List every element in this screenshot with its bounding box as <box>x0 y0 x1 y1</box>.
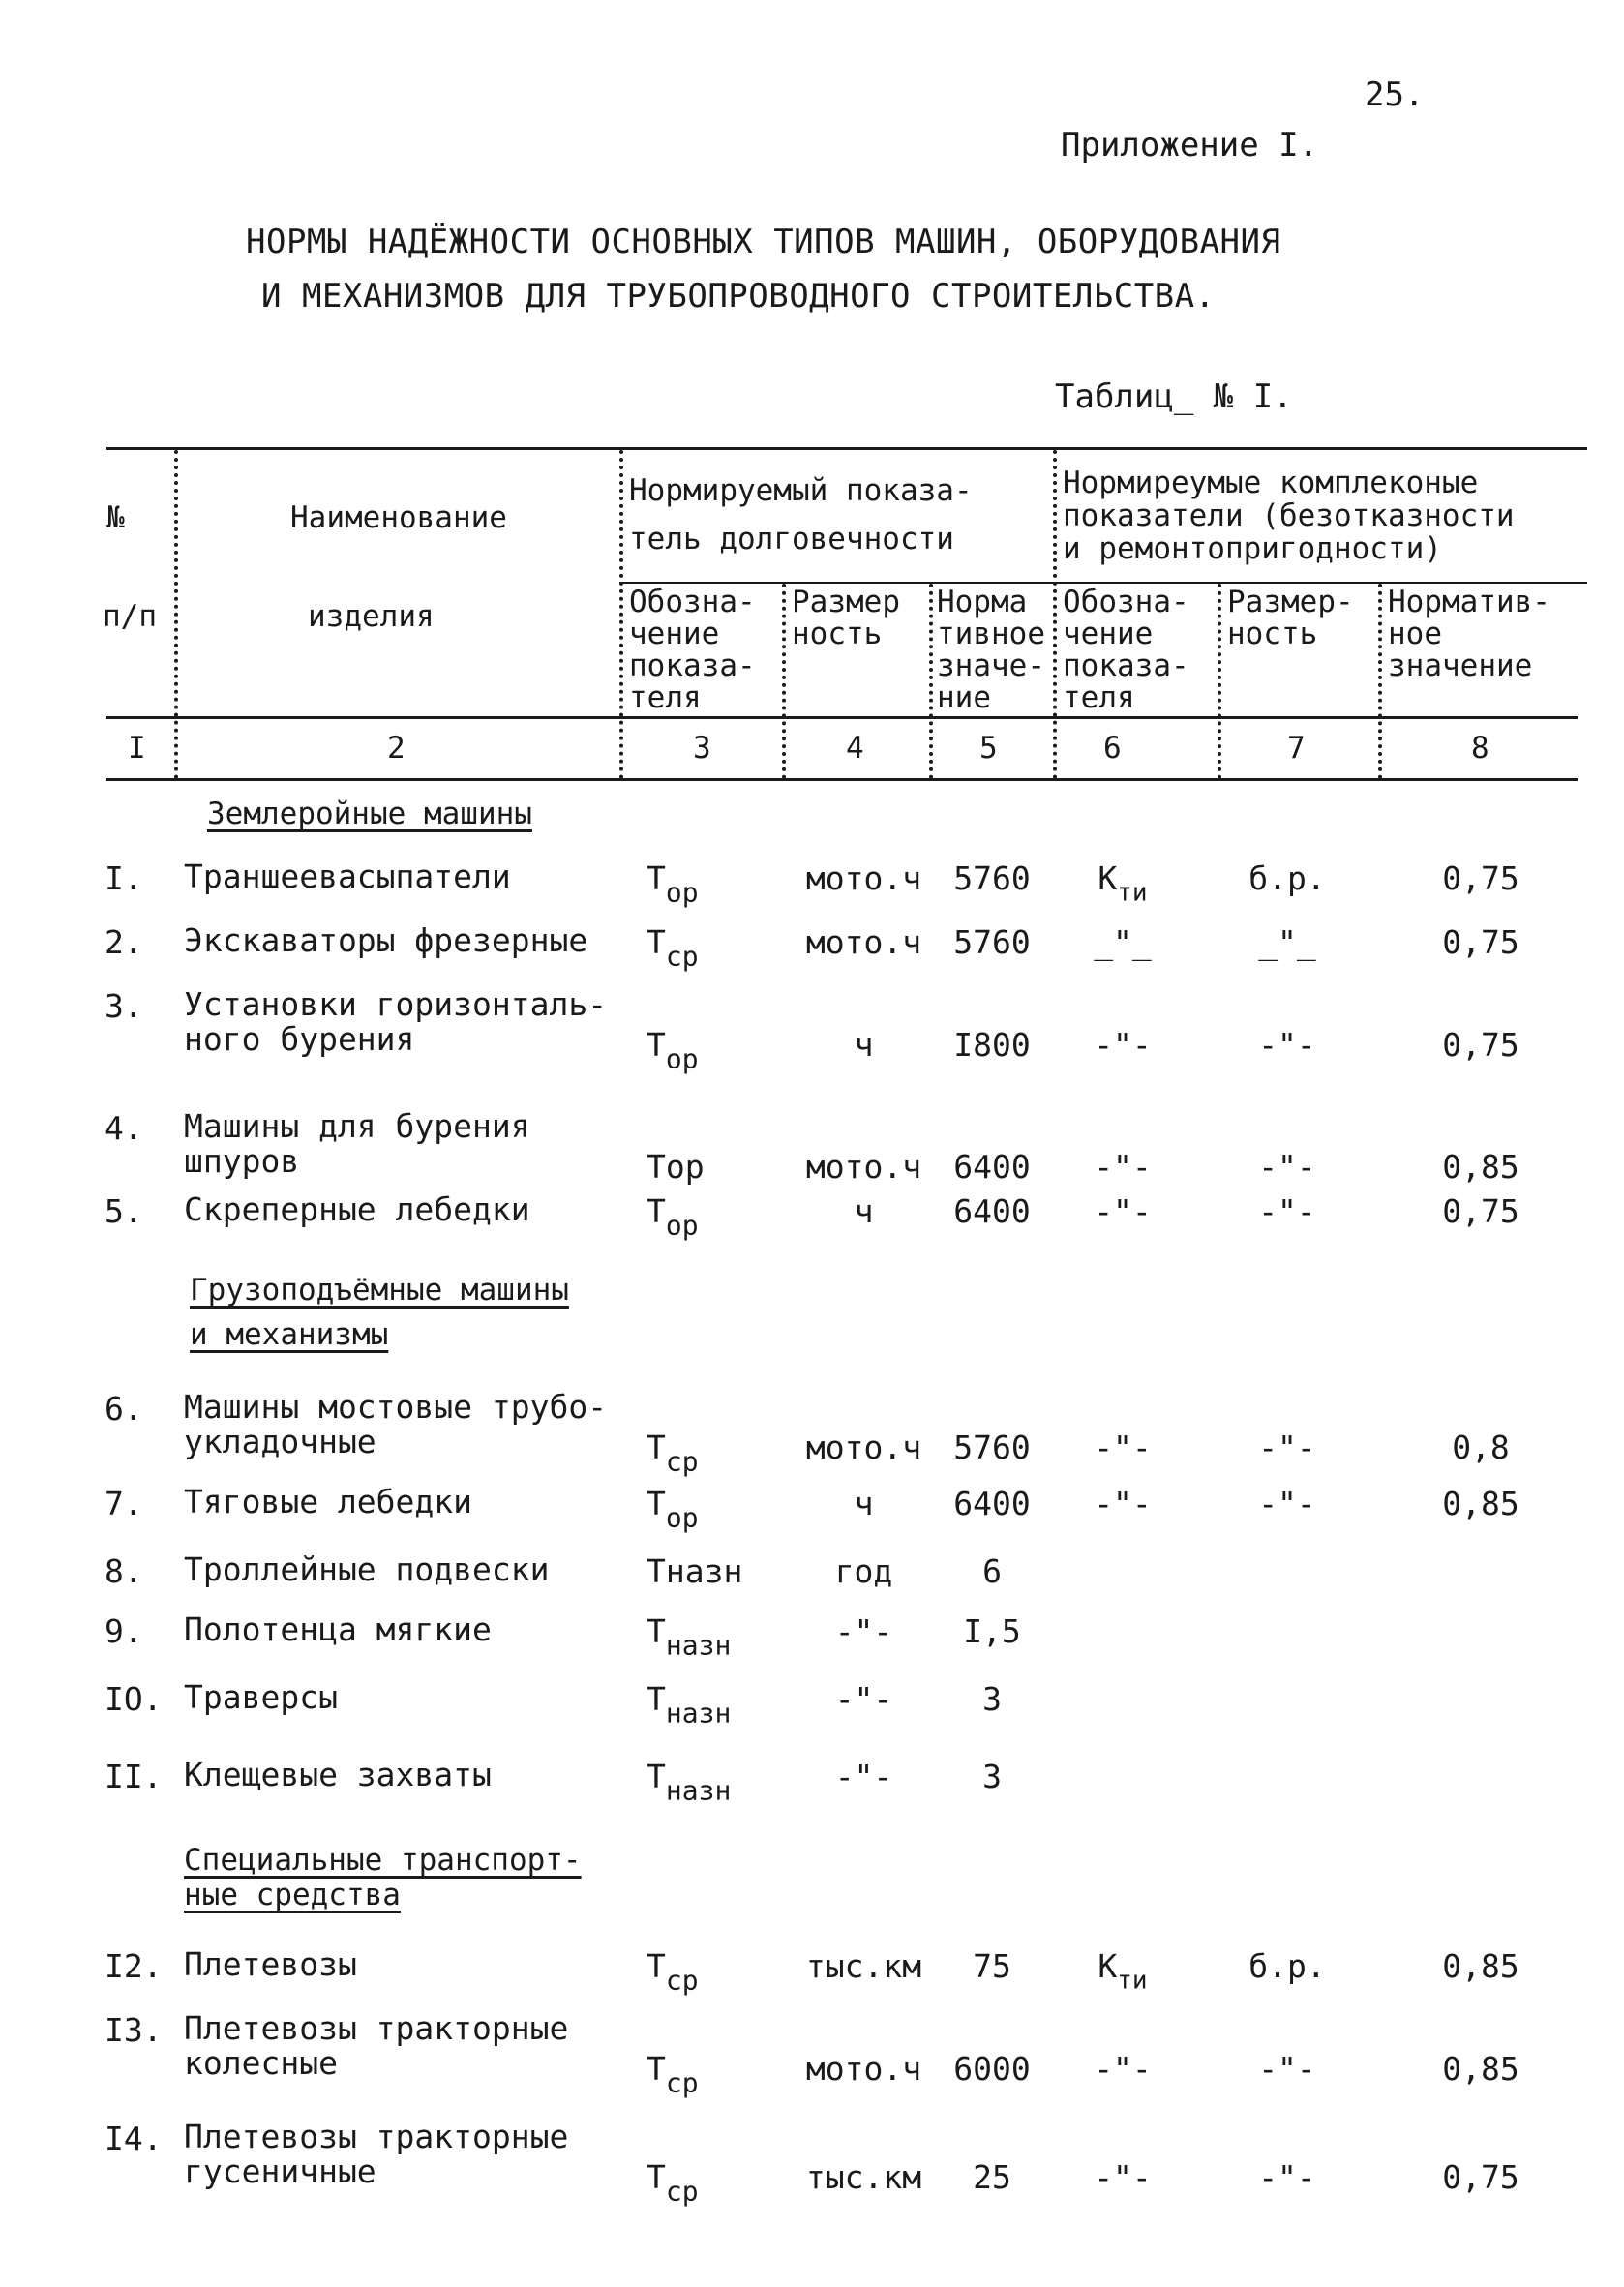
dimension-unit: мото.ч <box>805 859 922 897</box>
table-top-rule <box>106 447 1587 450</box>
item-name: Скреперные лебедки <box>184 1190 530 1228</box>
item-name: Тяговые лебедки <box>184 1483 473 1520</box>
item-name: Плетевозы <box>184 1945 357 1983</box>
row-number: I4. <box>105 2120 163 2157</box>
complex-dimension-unit: _"_ <box>1258 923 1316 961</box>
complex-indicator-symbol: -"- <box>1094 1192 1152 1230</box>
dimension-unit: мото.ч <box>805 2050 922 2088</box>
item-name: Экскаваторы фрезерные <box>184 921 588 959</box>
indicator-symbol: $T_{назн}$ <box>647 1758 732 1807</box>
dimension-unit: мото.ч <box>805 923 922 961</box>
item-name: Машины мостовые трубо- укладочные <box>184 1388 608 1460</box>
complex-normative-value: 0,75 <box>1442 1026 1519 1064</box>
row-number: 3. <box>105 987 143 1025</box>
row-number: 9. <box>105 1612 143 1650</box>
item-name: Плетевозы тракторные колесные <box>184 2009 569 2082</box>
complex-indicator-symbol: -"- <box>1094 2158 1152 2196</box>
column-divider <box>782 584 786 779</box>
normative-value: 5760 <box>953 859 1031 897</box>
complex-normative-value: 0,75 <box>1442 859 1519 897</box>
normative-value: I,5 <box>963 1612 1021 1650</box>
table-label: Таблиц_ № I. <box>1055 377 1293 416</box>
normative-value: 75 <box>973 1947 1011 1985</box>
indicator-symbol: $T_{ср}$ <box>647 2050 699 2099</box>
row-number: 7. <box>105 1485 143 1522</box>
header-col4: Размер ность <box>792 585 900 651</box>
indicator-symbol: $T_{ср}$ <box>647 1947 699 1997</box>
document-title-line-1: НОРМЫ НАДЁЖНОСТИ ОСНОВНЫХ ТИПОВ МАШИН, ОБОРУДОВАНИЯ <box>246 223 1281 261</box>
normative-value: 5760 <box>953 923 1031 961</box>
row-number: I. <box>105 859 143 897</box>
column-number: 5 <box>979 731 998 766</box>
complex-indicator-symbol: -"- <box>1094 2050 1152 2088</box>
header-col7: Размер- ность <box>1227 585 1354 651</box>
indicator-symbol: $T_{ср}$ <box>647 1429 699 1478</box>
complex-normative-value: 0,8 <box>1452 1429 1510 1466</box>
header-col6: Обозна- чение показа- теля <box>1063 585 1189 715</box>
section-heading: Грузоподъёмные машины и механизмы <box>190 1273 569 1352</box>
normative-value: 5760 <box>953 1429 1031 1466</box>
section-heading: Землеройные машины <box>207 797 532 831</box>
indicator-symbol: Тор <box>647 1148 705 1186</box>
complex-dimension-unit: -"- <box>1258 1429 1316 1466</box>
item-name: Установки горизонталь- ного бурения <box>184 985 608 1058</box>
section-heading: Специальные транспорт- ные средства <box>184 1843 582 1912</box>
row-number: IO. <box>105 1680 163 1718</box>
item-name: Траншеевасыпатели <box>184 858 511 895</box>
normative-value: 3 <box>982 1758 1002 1795</box>
complex-dimension-unit: б.р. <box>1248 1947 1326 1985</box>
complex-dimension-unit: -"- <box>1258 1485 1316 1522</box>
complex-indicator-symbol: -"- <box>1094 1148 1152 1186</box>
row-number: 8. <box>105 1552 143 1590</box>
complex-normative-value: 0,85 <box>1442 1947 1519 1985</box>
normative-value: 3 <box>982 1680 1002 1718</box>
dimension-unit: мото.ч <box>805 1429 922 1466</box>
indicator-symbol: Тназн <box>647 1552 743 1590</box>
column-divider <box>1218 584 1221 779</box>
normative-value: 6400 <box>953 1192 1031 1230</box>
header-name-bottom: изделия <box>308 599 435 634</box>
dimension-unit: ч <box>854 1026 874 1064</box>
item-name: Машины для бурения шпуров <box>184 1107 530 1180</box>
column-numbers-rule <box>106 778 1578 781</box>
indicator-symbol: $T_{назн}$ <box>647 1680 732 1730</box>
item-name: Троллейные подвески <box>184 1550 550 1588</box>
dimension-unit: ч <box>854 1192 874 1230</box>
normative-value: 25 <box>973 2158 1011 2196</box>
complex-indicator-symbol: _"_ <box>1094 923 1152 961</box>
row-number: I2. <box>105 1947 163 1985</box>
complex-indicator-symbol: -"- <box>1094 1026 1152 1064</box>
column-number: I <box>128 731 146 766</box>
complex-indicator-symbol: $К_{ти}$ <box>1098 1947 1148 1996</box>
header-col5: Норма тивное значе- ние <box>937 585 1045 715</box>
header-group-rule <box>619 582 1587 584</box>
complex-normative-value: 0,85 <box>1442 1485 1519 1522</box>
dimension-unit: тыс.км <box>805 1947 922 1985</box>
complex-indicator-symbol: $К_{ти}$ <box>1098 859 1148 908</box>
indicator-symbol: $T_{ор}$ <box>647 1026 699 1075</box>
complex-dimension-unit: б.р. <box>1248 859 1326 897</box>
normative-value: 6000 <box>953 2050 1031 2088</box>
column-number: 6 <box>1103 731 1122 766</box>
column-divider <box>929 584 933 779</box>
complex-dimension-unit: -"- <box>1258 2158 1316 2196</box>
complex-indicator-symbol: -"- <box>1094 1485 1152 1522</box>
complex-normative-value: 0,75 <box>1442 1192 1519 1230</box>
header-bottom-rule <box>106 716 1578 719</box>
header-complex: Нормиреумые комплеконые показатели (безотказности и ремонтопригодности) <box>1063 466 1515 566</box>
document-title-line-2: И МЕХАНИЗМОВ ДЛЯ ТРУБОПРОВОДНОГО СТРОИТЕЛЬСТВА. <box>261 277 1216 316</box>
normative-value: I800 <box>953 1026 1031 1064</box>
dimension-unit: -"- <box>834 1758 893 1795</box>
indicator-symbol: $T_{ср}$ <box>647 923 699 973</box>
header-no-top: № <box>106 500 125 535</box>
row-number: 4. <box>105 1109 143 1147</box>
dimension-unit: -"- <box>834 1680 893 1718</box>
page-number: 25. <box>1365 75 1425 114</box>
indicator-symbol: $T_{ор}$ <box>647 1192 699 1242</box>
item-name: Клещевые захваты <box>184 1756 492 1793</box>
complex-indicator-symbol: -"- <box>1094 1429 1152 1466</box>
row-number: 5. <box>105 1192 143 1230</box>
dimension-unit: год <box>834 1552 893 1590</box>
complex-dimension-unit: -"- <box>1258 2050 1316 2088</box>
indicator-symbol: $T_{назн}$ <box>647 1612 732 1662</box>
column-divider <box>1053 450 1057 779</box>
normative-value: 6400 <box>953 1148 1031 1186</box>
complex-normative-value: 0,75 <box>1442 2158 1519 2196</box>
dimension-unit: -"- <box>834 1612 893 1650</box>
column-number: 3 <box>693 731 711 766</box>
column-number: 2 <box>387 731 406 766</box>
header-no-bottom: п/п <box>103 599 157 634</box>
item-name: Плетевозы тракторные гусеничные <box>184 2118 569 2190</box>
indicator-symbol: $T_{ср}$ <box>647 2158 699 2208</box>
indicator-symbol: $T_{ор}$ <box>647 1485 699 1534</box>
header-col3: Обозна- чение показа- теля <box>629 585 756 715</box>
dimension-unit: ч <box>854 1485 874 1522</box>
header-durability: Нормируемый показа- тель долговечности <box>629 473 973 557</box>
column-divider <box>174 450 178 779</box>
column-divider <box>1378 584 1382 779</box>
column-number: 7 <box>1287 731 1306 766</box>
column-number: 8 <box>1471 731 1489 766</box>
item-name: Траверсы <box>184 1678 338 1716</box>
complex-normative-value: 0,85 <box>1442 1148 1519 1186</box>
column-divider <box>619 450 623 779</box>
row-number: 6. <box>105 1390 143 1428</box>
complex-dimension-unit: -"- <box>1258 1192 1316 1230</box>
dimension-unit: мото.ч <box>805 1148 922 1186</box>
complex-dimension-unit: -"- <box>1258 1026 1316 1064</box>
normative-value: 6 <box>982 1552 1002 1590</box>
dimension-unit: тыс.км <box>805 2158 922 2196</box>
appendix-label: Приложение I. <box>1061 126 1319 165</box>
normative-value: 6400 <box>953 1485 1031 1522</box>
column-number: 4 <box>846 731 864 766</box>
row-number: 2. <box>105 923 143 961</box>
row-number: II. <box>105 1758 163 1795</box>
header-name-top: Наименование <box>290 500 507 535</box>
header-col8: Норматив- ное значение <box>1388 585 1550 683</box>
indicator-symbol: $T_{ор}$ <box>647 859 699 909</box>
complex-normative-value: 0,85 <box>1442 2050 1519 2088</box>
complex-normative-value: 0,75 <box>1442 923 1519 961</box>
complex-dimension-unit: -"- <box>1258 1148 1316 1186</box>
row-number: I3. <box>105 2011 163 2049</box>
item-name: Полотенца мягкие <box>184 1610 492 1648</box>
